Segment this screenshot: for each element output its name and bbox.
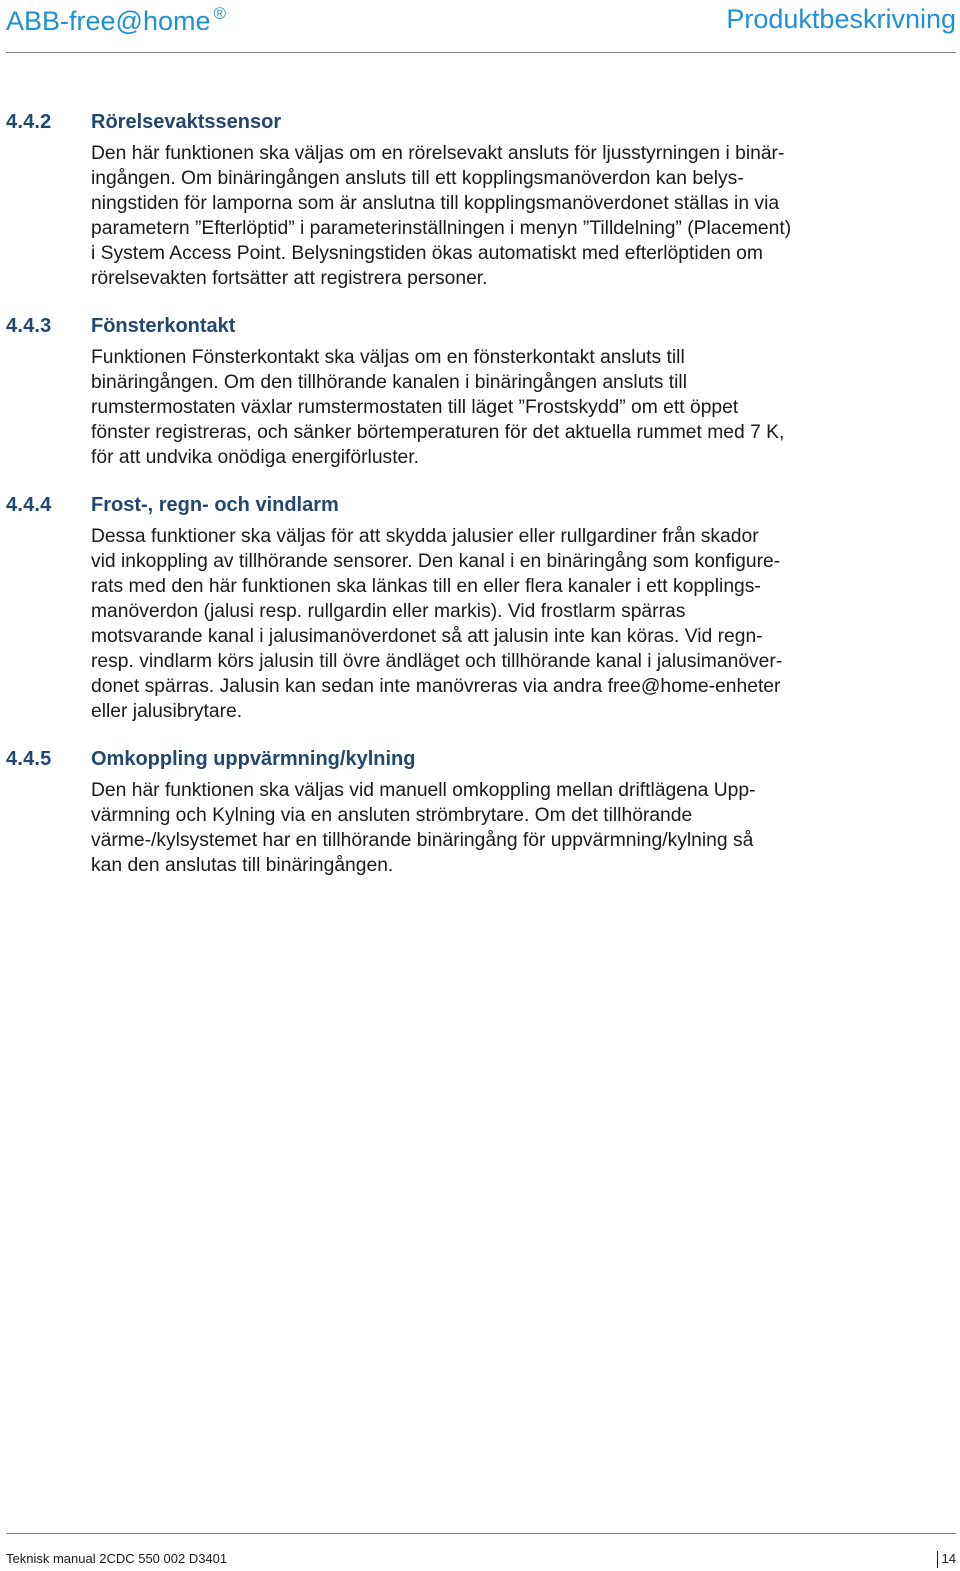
section-body bbox=[91, 141, 906, 291]
section-body bbox=[91, 778, 906, 878]
section-number: 4.4.3 bbox=[6, 315, 52, 337]
section-heading bbox=[6, 748, 906, 776]
section-title: Rörelsevaktssensor bbox=[91, 111, 282, 133]
body-line: ingången. Om binäringången ansluts till ett kopplingsmanöverdon kan belys- bbox=[91, 168, 744, 189]
page-footer bbox=[6, 1533, 956, 1570]
body-line: Dessa funktioner ska väljas för att skydda jalusier eller rullgardiner från skador bbox=[91, 526, 759, 547]
page-number: 14 bbox=[937, 1551, 956, 1568]
header-section-title: Produktbeskrivning bbox=[726, 4, 956, 34]
body-line: ningstiden för lamporna som är anslutna till kopplingsmanöverdonet ställas in via bbox=[91, 193, 780, 214]
body-line: kan den anslutas till binäringången. bbox=[91, 855, 394, 876]
section-title: Fönsterkontakt bbox=[91, 315, 236, 337]
section-body bbox=[91, 524, 906, 724]
section-4-4-4 bbox=[6, 494, 906, 724]
body-line: donet spärras. Jalusin kan sedan inte manövreras via andra free@home-enheter bbox=[91, 676, 781, 697]
body-line: i System Access Point. Belysningstiden ökas automatiskt med efterlöptiden om bbox=[91, 243, 763, 264]
section-4-4-5 bbox=[6, 748, 906, 878]
body-line: vid inkoppling av tillhörande sensorer. Den kanal i en binäringång som konfigure- bbox=[91, 551, 781, 572]
body-line: manöverdon (jalusi resp. rullgardin eller markis). Vid frostlarm spärras bbox=[91, 601, 686, 622]
body-line: binäringången. Om den tillhörande kanalen i binäringången ansluts till bbox=[91, 372, 687, 393]
body-line: eller jalusibrytare. bbox=[91, 701, 243, 722]
body-line: resp. vindlarm körs jalusin till övre ändläget och tillhörande kanal i jalusimanöver- bbox=[91, 651, 783, 672]
body-line: fönster registreras, och sänker börtemperaturen för det aktuella rummet med 7 K, bbox=[91, 422, 785, 443]
body-line: rörelsevakten fortsätter att registrera personer. bbox=[91, 268, 488, 289]
section-body bbox=[91, 345, 906, 470]
body-line: Den här funktionen ska väljas om en rörelsevakt ansluts för ljusstyrningen i binär- bbox=[91, 143, 785, 164]
body-line: Funktionen Fönsterkontakt ska väljas om en fönsterkontakt ansluts till bbox=[91, 347, 685, 368]
section-title: Omkoppling uppvärmning/kylning bbox=[91, 748, 416, 770]
body-line: för att undvika onödiga energiförluster. bbox=[91, 447, 419, 468]
section-title: Frost-, regn- och vindlarm bbox=[91, 494, 339, 516]
section-number: 4.4.5 bbox=[6, 748, 52, 770]
body-line: värmning och Kylning via en ansluten strömbrytare. Om det tillhörande bbox=[91, 805, 693, 826]
body-line: rumstermostaten växlar rumstermostaten till läget ”Frostskydd” om ett öppet bbox=[91, 397, 739, 418]
section-heading bbox=[6, 111, 906, 139]
section-4-4-3 bbox=[6, 315, 906, 470]
registered-mark: ® bbox=[213, 4, 227, 23]
body-line: motsvarande kanal i jalusimanöverdonet så att jalusin inte kan köras. Vid regn- bbox=[91, 626, 763, 647]
manual-reference: Teknisk manual 2CDC 550 002 D3401 bbox=[6, 1551, 228, 1566]
body-line: rats med den här funktionen ska länkas till en eller flera kanaler i ett kopplings- bbox=[91, 576, 761, 597]
section-heading bbox=[6, 494, 906, 522]
section-heading bbox=[6, 315, 906, 343]
section-number: 4.4.4 bbox=[6, 494, 52, 516]
section-4-4-2 bbox=[6, 111, 906, 291]
section-number: 4.4.2 bbox=[6, 111, 52, 133]
body-line: parametern ”Efterlöptid” i parameterinställningen i menyn ”Tilldelning” (Placement) bbox=[91, 218, 792, 239]
body-line: värme-/kylsystemet har en tillhörande binäringång för uppvärmning/kylning så bbox=[91, 830, 754, 851]
product-name: ABB-free@home ® bbox=[6, 4, 227, 36]
page-header bbox=[6, 0, 956, 53]
body-line: Den här funktionen ska väljas vid manuell omkoppling mellan driftlägena Upp- bbox=[91, 780, 756, 801]
